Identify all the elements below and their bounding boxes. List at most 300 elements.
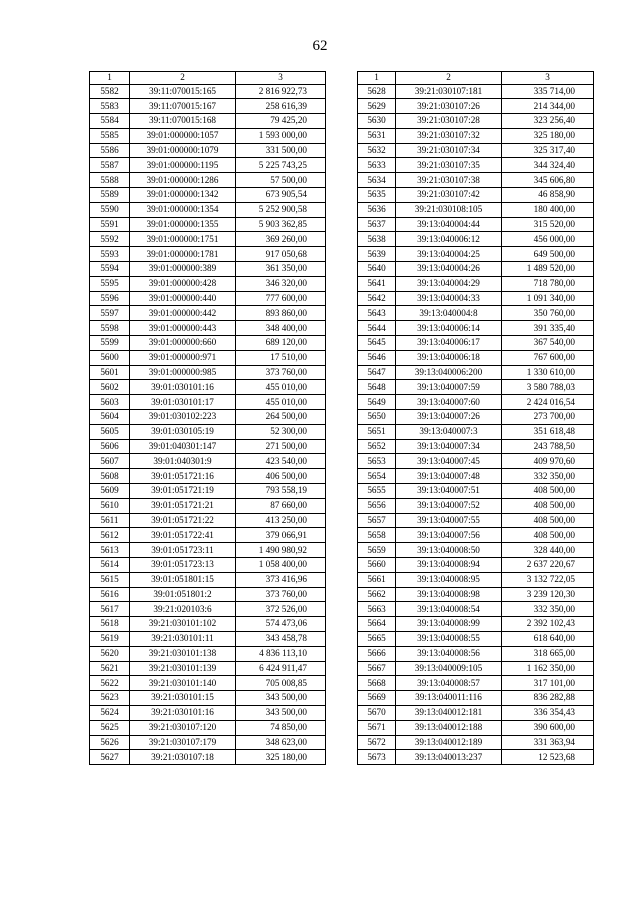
value: 893 860,00 xyxy=(236,306,326,321)
cadastral-number: 39:13:040004:26 xyxy=(396,262,502,277)
row-number: 5626 xyxy=(90,735,130,750)
row-number: 5594 xyxy=(90,262,130,277)
table-row xyxy=(358,291,594,306)
table-row xyxy=(90,676,326,691)
row-number: 5603 xyxy=(90,395,130,410)
cadastral-number: 39:21:030101:16 xyxy=(130,705,236,720)
value: 79 425,20 xyxy=(236,114,326,129)
table-row xyxy=(358,617,594,632)
value: 4 836 113,10 xyxy=(236,646,326,661)
row-number: 5656 xyxy=(358,498,396,513)
row-number: 5584 xyxy=(90,114,130,129)
table-row xyxy=(90,661,326,676)
value: 373 760,00 xyxy=(236,587,326,602)
cadastral-number: 39:21:030107:42 xyxy=(396,188,502,203)
cadastral-number: 39:13:040007:48 xyxy=(396,469,502,484)
cadastral-number: 39:13:040007:56 xyxy=(396,528,502,543)
value: 57 500,00 xyxy=(236,173,326,188)
table-row xyxy=(358,498,594,513)
table-row xyxy=(90,188,326,203)
cadastral-number: 39:13:040008:54 xyxy=(396,602,502,617)
cadastral-number: 39:13:040013:237 xyxy=(396,750,502,765)
value: 335 714,00 xyxy=(502,84,594,99)
header-col-3: 3 xyxy=(236,72,326,85)
table-row xyxy=(358,484,594,499)
value: 1 091 340,00 xyxy=(502,291,594,306)
row-number: 5611 xyxy=(90,513,130,528)
cadastral-number: 39:13:040009:105 xyxy=(396,661,502,676)
row-number: 5620 xyxy=(90,646,130,661)
row-number: 5645 xyxy=(358,336,396,351)
page-number: 62 xyxy=(312,38,328,54)
value: 836 282,88 xyxy=(502,691,594,706)
table-row xyxy=(90,173,326,188)
row-number: 5670 xyxy=(358,705,396,720)
table-row xyxy=(90,646,326,661)
row-number: 5599 xyxy=(90,336,130,351)
row-number: 5595 xyxy=(90,276,130,291)
row-number: 5593 xyxy=(90,247,130,262)
cadastral-number: 39:01:000000:389 xyxy=(130,262,236,277)
table-row xyxy=(358,350,594,365)
table-row xyxy=(90,365,326,380)
cadastral-number: 39:01:040301:147 xyxy=(130,439,236,454)
table-row xyxy=(90,232,326,247)
row-number: 5591 xyxy=(90,217,130,232)
table-row xyxy=(90,143,326,158)
cadastral-number: 39:13:040011:116 xyxy=(396,691,502,706)
cadastral-number: 39:21:030107:120 xyxy=(130,720,236,735)
row-number: 5637 xyxy=(358,217,396,232)
row-number: 5618 xyxy=(90,617,130,632)
cadastral-number: 39:01:000000:660 xyxy=(130,336,236,351)
row-number: 5622 xyxy=(90,676,130,691)
table-row xyxy=(358,84,594,99)
value: 5 252 900,58 xyxy=(236,202,326,217)
row-number: 5639 xyxy=(358,247,396,262)
value: 2 637 220,67 xyxy=(502,558,594,573)
row-number: 5669 xyxy=(358,691,396,706)
table-row xyxy=(90,528,326,543)
value: 344 324,40 xyxy=(502,158,594,173)
row-number: 5600 xyxy=(90,350,130,365)
value: 1 330 610,00 xyxy=(502,365,594,380)
value: 408 500,00 xyxy=(502,484,594,499)
table-row xyxy=(358,114,594,129)
value: 336 354,43 xyxy=(502,705,594,720)
cadastral-number: 39:13:040008:94 xyxy=(396,558,502,573)
table-row xyxy=(90,469,326,484)
table-row xyxy=(90,454,326,469)
value: 348 400,00 xyxy=(236,321,326,336)
cadastral-number: 39:21:030107:18 xyxy=(130,750,236,765)
value: 767 600,00 xyxy=(502,350,594,365)
cadastral-number: 39:13:040007:34 xyxy=(396,439,502,454)
cadastral-number: 39:13:040008:56 xyxy=(396,646,502,661)
header-col-1: 1 xyxy=(358,72,396,85)
value: 3 239 120,30 xyxy=(502,587,594,602)
cadastral-number: 39:13:040004:25 xyxy=(396,247,502,262)
value: 5 225 743,25 xyxy=(236,158,326,173)
table-row xyxy=(358,202,594,217)
row-number: 5602 xyxy=(90,380,130,395)
table-row xyxy=(358,365,594,380)
cadastral-number: 39:13:040004:33 xyxy=(396,291,502,306)
cadastral-number: 39:13:040006:12 xyxy=(396,232,502,247)
row-number: 5662 xyxy=(358,587,396,602)
row-number: 5589 xyxy=(90,188,130,203)
table-right-body xyxy=(358,72,594,765)
row-number: 5635 xyxy=(358,188,396,203)
table-row xyxy=(358,188,594,203)
cadastral-number: 39:13:040006:14 xyxy=(396,321,502,336)
table-row xyxy=(90,291,326,306)
row-number: 5668 xyxy=(358,676,396,691)
value: 325 317,40 xyxy=(502,143,594,158)
table-row xyxy=(90,321,326,336)
row-number: 5661 xyxy=(358,572,396,587)
value: 343 500,00 xyxy=(236,705,326,720)
table-row xyxy=(90,735,326,750)
cadastral-number: 39:21:030101:11 xyxy=(130,631,236,646)
cadastral-number: 39:01:000000:443 xyxy=(130,321,236,336)
row-number: 5646 xyxy=(358,350,396,365)
value: 328 440,00 xyxy=(502,543,594,558)
table-row xyxy=(90,99,326,114)
value: 343 500,00 xyxy=(236,691,326,706)
header-col-2: 2 xyxy=(396,72,502,85)
row-number: 5587 xyxy=(90,158,130,173)
cadastral-number: 39:01:051721:19 xyxy=(130,484,236,499)
cadastral-number: 39:13:040007:51 xyxy=(396,484,502,499)
row-number: 5664 xyxy=(358,617,396,632)
table-row xyxy=(90,84,326,99)
table-row xyxy=(90,350,326,365)
value: 214 344,00 xyxy=(502,99,594,114)
table-row xyxy=(90,587,326,602)
row-number: 5588 xyxy=(90,173,130,188)
value: 373 416,96 xyxy=(236,572,326,587)
table-right xyxy=(357,71,594,765)
cadastral-number: 39:01:000000:1057 xyxy=(130,128,236,143)
cadastral-number: 39:01:000000:1195 xyxy=(130,158,236,173)
row-number: 5658 xyxy=(358,528,396,543)
value: 1 058 400,00 xyxy=(236,558,326,573)
value: 87 660,00 xyxy=(236,498,326,513)
value: 317 101,00 xyxy=(502,676,594,691)
cadastral-number: 39:01:051721:21 xyxy=(130,498,236,513)
value: 618 640,00 xyxy=(502,631,594,646)
table-row xyxy=(358,558,594,573)
row-number: 5657 xyxy=(358,513,396,528)
cadastral-number: 39:01:000000:1355 xyxy=(130,217,236,232)
table-header-row xyxy=(358,72,594,85)
cadastral-number: 39:01:030101:17 xyxy=(130,395,236,410)
table-row xyxy=(358,336,594,351)
cadastral-number: 39:13:040004:44 xyxy=(396,217,502,232)
value: 705 008,85 xyxy=(236,676,326,691)
value: 406 500,00 xyxy=(236,469,326,484)
table-row xyxy=(358,676,594,691)
cadastral-number: 39:01:000000:440 xyxy=(130,291,236,306)
value: 1 593 000,00 xyxy=(236,128,326,143)
cadastral-number: 39:01:051801:2 xyxy=(130,587,236,602)
table-row xyxy=(358,587,594,602)
table-row xyxy=(90,217,326,232)
row-number: 5601 xyxy=(90,365,130,380)
table-row xyxy=(90,750,326,765)
cadastral-number: 39:13:040012:181 xyxy=(396,705,502,720)
cadastral-number: 39:01:000000:1781 xyxy=(130,247,236,262)
table-row xyxy=(358,306,594,321)
table-row xyxy=(358,321,594,336)
table-row xyxy=(90,158,326,173)
row-number: 5582 xyxy=(90,84,130,99)
row-number: 5654 xyxy=(358,469,396,484)
table-row xyxy=(358,543,594,558)
table-row xyxy=(358,469,594,484)
table-row xyxy=(358,691,594,706)
row-number: 5604 xyxy=(90,410,130,425)
value: 17 510,00 xyxy=(236,350,326,365)
cadastral-number: 39:13:040007:60 xyxy=(396,395,502,410)
cadastral-number: 39:13:040012:188 xyxy=(396,720,502,735)
cadastral-number: 39:21:030107:181 xyxy=(396,84,502,99)
cadastral-number: 39:21:030101:140 xyxy=(130,676,236,691)
value: 318 665,00 xyxy=(502,646,594,661)
row-number: 5596 xyxy=(90,291,130,306)
cadastral-number: 39:13:040008:98 xyxy=(396,587,502,602)
cadastral-number: 39:01:051722:41 xyxy=(130,528,236,543)
value: 673 905,54 xyxy=(236,188,326,203)
row-number: 5643 xyxy=(358,306,396,321)
table-row xyxy=(90,395,326,410)
value: 74 850,00 xyxy=(236,720,326,735)
value: 180 400,00 xyxy=(502,202,594,217)
cadastral-number: 39:01:000000:1286 xyxy=(130,173,236,188)
row-number: 5625 xyxy=(90,720,130,735)
table-row xyxy=(358,454,594,469)
value: 689 120,00 xyxy=(236,336,326,351)
value: 315 520,00 xyxy=(502,217,594,232)
cadastral-number: 39:11:070015:165 xyxy=(130,84,236,99)
row-number: 5640 xyxy=(358,262,396,277)
cadastral-number: 39:13:040007:55 xyxy=(396,513,502,528)
table-row xyxy=(90,572,326,587)
cadastral-number: 39:01:000000:1751 xyxy=(130,232,236,247)
value: 271 500,00 xyxy=(236,439,326,454)
table-left xyxy=(89,71,326,765)
table-row xyxy=(358,528,594,543)
row-number: 5638 xyxy=(358,232,396,247)
row-number: 5649 xyxy=(358,395,396,410)
row-number: 5647 xyxy=(358,365,396,380)
cadastral-number: 39:21:030107:179 xyxy=(130,735,236,750)
value: 1 490 980,92 xyxy=(236,543,326,558)
table-row xyxy=(358,646,594,661)
row-number: 5634 xyxy=(358,173,396,188)
cadastral-number: 39:01:000000:442 xyxy=(130,306,236,321)
value: 350 760,00 xyxy=(502,306,594,321)
cadastral-number: 39:01:051723:13 xyxy=(130,558,236,573)
value: 258 616,39 xyxy=(236,99,326,114)
cadastral-number: 39:13:040004:8 xyxy=(396,306,502,321)
cadastral-number: 39:13:040008:55 xyxy=(396,631,502,646)
row-number: 5585 xyxy=(90,128,130,143)
value: 52 300,00 xyxy=(236,424,326,439)
value: 574 473,06 xyxy=(236,617,326,632)
value: 1 489 520,00 xyxy=(502,262,594,277)
header-col-1: 1 xyxy=(90,72,130,85)
row-number: 5666 xyxy=(358,646,396,661)
table-row xyxy=(90,128,326,143)
row-number: 5673 xyxy=(358,750,396,765)
value: 409 970,60 xyxy=(502,454,594,469)
cadastral-number: 39:01:000000:1342 xyxy=(130,188,236,203)
table-row xyxy=(358,661,594,676)
value: 777 600,00 xyxy=(236,291,326,306)
cadastral-number: 39:13:040008:57 xyxy=(396,676,502,691)
row-number: 5609 xyxy=(90,484,130,499)
value: 361 350,00 xyxy=(236,262,326,277)
row-number: 5651 xyxy=(358,424,396,439)
table-row xyxy=(90,410,326,425)
table-row xyxy=(358,410,594,425)
value: 3 580 788,03 xyxy=(502,380,594,395)
cadastral-number: 39:11:070015:167 xyxy=(130,99,236,114)
row-number: 5616 xyxy=(90,587,130,602)
value: 2 816 922,73 xyxy=(236,84,326,99)
cadastral-number: 39:21:030107:35 xyxy=(396,158,502,173)
cadastral-number: 39:21:030107:26 xyxy=(396,99,502,114)
value: 348 623,00 xyxy=(236,735,326,750)
cadastral-number: 39:01:030105:19 xyxy=(130,424,236,439)
cadastral-number: 39:11:070015:168 xyxy=(130,114,236,129)
value: 455 010,00 xyxy=(236,380,326,395)
value: 351 618,48 xyxy=(502,424,594,439)
value: 793 558,19 xyxy=(236,484,326,499)
table-row xyxy=(358,602,594,617)
value: 332 350,00 xyxy=(502,602,594,617)
value: 343 458,78 xyxy=(236,631,326,646)
cadastral-number: 39:21:030101:102 xyxy=(130,617,236,632)
table-row xyxy=(90,513,326,528)
cadastral-number: 39:01:051801:15 xyxy=(130,572,236,587)
table-row xyxy=(90,691,326,706)
cadastral-number: 39:13:040012:189 xyxy=(396,735,502,750)
table-row xyxy=(90,484,326,499)
row-number: 5613 xyxy=(90,543,130,558)
cadastral-number: 39:01:000000:428 xyxy=(130,276,236,291)
row-number: 5583 xyxy=(90,99,130,114)
row-number: 5607 xyxy=(90,454,130,469)
table-row xyxy=(358,217,594,232)
table-row xyxy=(90,114,326,129)
table-row xyxy=(358,262,594,277)
row-number: 5615 xyxy=(90,572,130,587)
cadastral-number: 39:21:030101:139 xyxy=(130,661,236,676)
table-row xyxy=(358,631,594,646)
row-number: 5631 xyxy=(358,128,396,143)
value: 390 600,00 xyxy=(502,720,594,735)
row-number: 5636 xyxy=(358,202,396,217)
cadastral-number: 39:21:030108:105 xyxy=(396,202,502,217)
value: 391 335,40 xyxy=(502,321,594,336)
cadastral-number: 39:13:040006:200 xyxy=(396,365,502,380)
table-left-body xyxy=(90,72,326,765)
cadastral-number: 39:01:000000:1079 xyxy=(130,143,236,158)
value: 1 162 350,00 xyxy=(502,661,594,676)
value: 649 500,00 xyxy=(502,247,594,262)
value: 408 500,00 xyxy=(502,498,594,513)
value: 917 050,68 xyxy=(236,247,326,262)
value: 408 500,00 xyxy=(502,513,594,528)
row-number: 5653 xyxy=(358,454,396,469)
table-row xyxy=(358,128,594,143)
table-row xyxy=(358,513,594,528)
cadastral-number: 39:21:030107:38 xyxy=(396,173,502,188)
row-number: 5624 xyxy=(90,705,130,720)
table-row xyxy=(90,558,326,573)
row-number: 5659 xyxy=(358,543,396,558)
value: 2 424 016,54 xyxy=(502,395,594,410)
value: 346 320,00 xyxy=(236,276,326,291)
cadastral-number: 39:13:040006:17 xyxy=(396,336,502,351)
cadastral-number: 39:13:040007:52 xyxy=(396,498,502,513)
row-number: 5598 xyxy=(90,321,130,336)
table-row xyxy=(358,380,594,395)
row-number: 5608 xyxy=(90,469,130,484)
row-number: 5590 xyxy=(90,202,130,217)
value: 345 606,80 xyxy=(502,173,594,188)
value: 323 256,40 xyxy=(502,114,594,129)
table-row xyxy=(358,439,594,454)
value: 325 180,00 xyxy=(502,128,594,143)
table-row xyxy=(358,247,594,262)
cadastral-number: 39:13:040008:99 xyxy=(396,617,502,632)
table-row xyxy=(358,395,594,410)
header-col-3: 3 xyxy=(502,72,594,85)
cadastral-number: 39:13:040008:50 xyxy=(396,543,502,558)
cadastral-number: 39:01:000000:985 xyxy=(130,365,236,380)
value: 273 700,00 xyxy=(502,410,594,425)
row-number: 5660 xyxy=(358,558,396,573)
row-number: 5614 xyxy=(90,558,130,573)
row-number: 5633 xyxy=(358,158,396,173)
row-number: 5629 xyxy=(358,99,396,114)
cadastral-number: 39:01:051721:16 xyxy=(130,469,236,484)
table-row xyxy=(358,705,594,720)
cadastral-number: 39:01:030102:223 xyxy=(130,410,236,425)
row-number: 5663 xyxy=(358,602,396,617)
value: 325 180,00 xyxy=(236,750,326,765)
table-row xyxy=(90,424,326,439)
table-row xyxy=(358,232,594,247)
cadastral-number: 39:01:000000:971 xyxy=(130,350,236,365)
table-row xyxy=(90,439,326,454)
row-number: 5619 xyxy=(90,631,130,646)
row-number: 5652 xyxy=(358,439,396,454)
value: 331 500,00 xyxy=(236,143,326,158)
row-number: 5592 xyxy=(90,232,130,247)
row-number: 5667 xyxy=(358,661,396,676)
row-number: 5630 xyxy=(358,114,396,129)
row-number: 5632 xyxy=(358,143,396,158)
value: 331 363,94 xyxy=(502,735,594,750)
row-number: 5672 xyxy=(358,735,396,750)
row-number: 5648 xyxy=(358,380,396,395)
row-number: 5612 xyxy=(90,528,130,543)
